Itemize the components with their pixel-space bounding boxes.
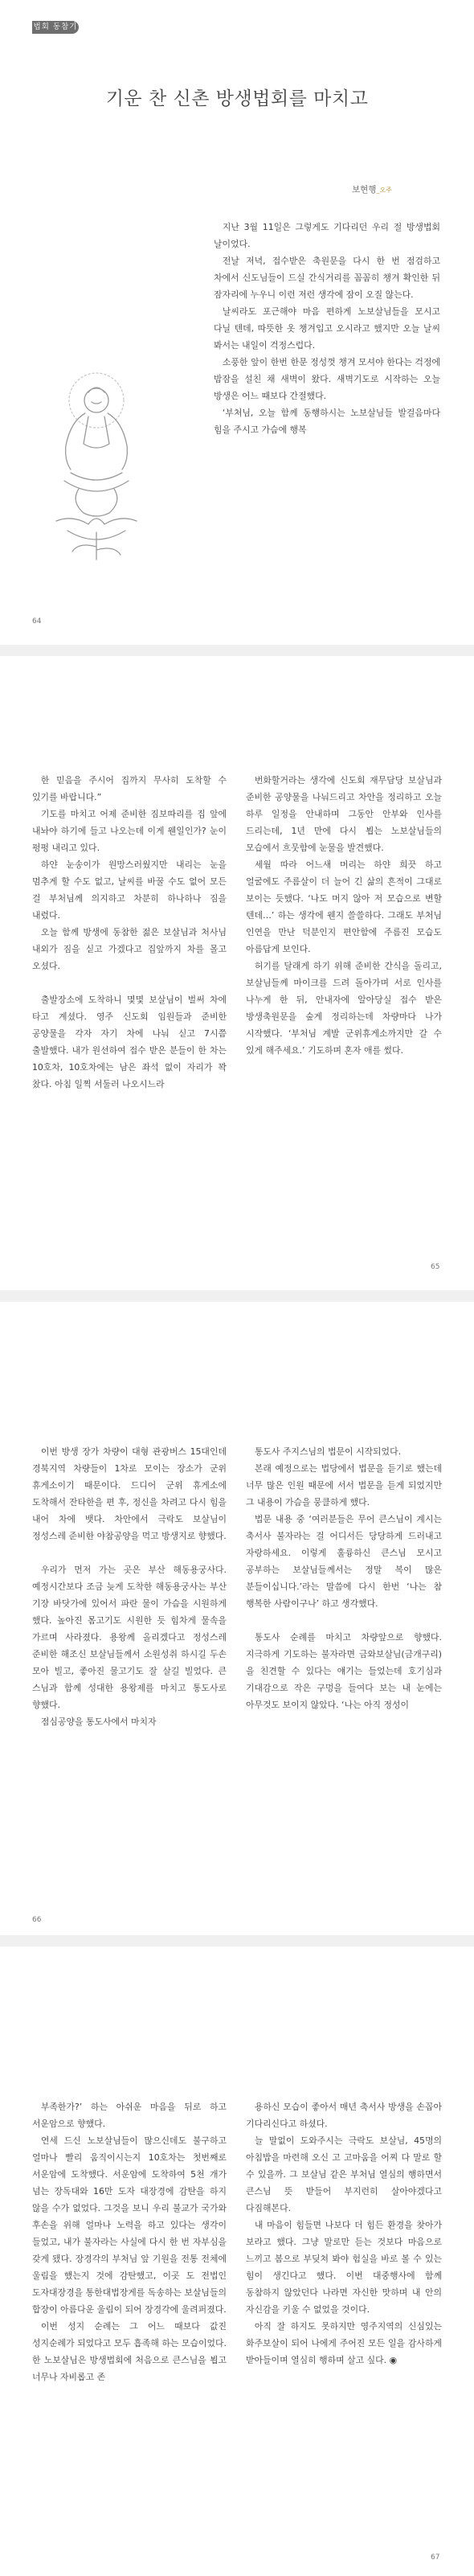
page-separator <box>0 1290 474 1302</box>
paragraph: 아직 잘 하지도 못하지만 영주지역의 신심있는 화주보살이 되어 나에게 주어진 모든 일을 감사하게 받아들이며 열심히 행하며 살고 싶다. ◉ <box>246 2321 442 2365</box>
buddha-lotus-illustration <box>32 360 161 563</box>
article-body-p65-right <box>246 772 442 1059</box>
page-number: 66 <box>32 1916 42 1924</box>
page-separator <box>0 645 474 656</box>
buddha-icon <box>32 360 161 563</box>
page-separator <box>0 1935 474 1946</box>
paragraph: 부족한가?’ 하는 아쉬운 마음을 뒤로 하고 서운암으로 향했다. <box>32 2102 227 2129</box>
article-body-p66-left <box>32 1443 227 1730</box>
article-body-p64 <box>214 219 440 438</box>
paragraph: 세월 따라 어느새 머리는 하얀 희끗 하고 얼굴에도 주름살이 더 늘어 긴 삶의 흔적이 그대로 보이는 듯했다. ‘나도 머지 않아 저 모습으로 변할 텐데…’ 하는 생각에 웬지 쓸쓸하다. 그래도 부처님 인연을 만난 덕분인지 편안함에 주름진 모습도 아름답게 보인다. <box>246 859 442 954</box>
paragraph: 법문 내용 중 ‘여러분들은 무어 큰스님이 계시는 축서사 불자라는 걸 어디서든 당당하게 드러내고 자랑하세요. 이렇게 훌륭하신 큰스님 모시고 공부하는 보살님들께서는 정말 복이 많은 분들이십니다.’라는 말씀에 다시 한번 ‘나는 참 행복한 사람이구나’ 하고 생각했다. <box>246 1514 442 1609</box>
paragraph: 늘 말없이 도와주시는 극락도 보살님, 45명의 아침밥을 마련해 오신 고 고마움을 어찌 다 말로 할 수 있을까. 그 보살님 같은 부처님 열심의 행하면서 큰스님 뜻 받들어 부지런히 살아야겠다고 다짐해본다. <box>246 2135 442 2213</box>
paragraph: 지난 3월 11일은 그렇게도 기다리던 우리 절 방생법회 날이었다. <box>214 222 440 249</box>
page-64 <box>0 0 474 645</box>
paragraph: 날씨라도 포근해야 마음 편하게 노보살님들을 모시고 다닐 텐데, 따뜻한 옷 챙겨입고 오시라고 했지만 오늘 날씨 봐서는 내일이 걱정스럽다. <box>214 306 440 351</box>
paragraph: 번화할거라는 생각에 신도회 재무담당 보살님과 준비한 공양물을 나눠드리고 차안을 정리하고 오늘 하루 일정을 안내하며 그동안 안부와 인사를 드리는데, 1년 만에 다시 뵙는 노보살님들의 모습에서 흐뭇함에 눈물을 발견했다. <box>246 775 442 853</box>
paragraph: 소풍한 앞이 한번 한문 정성껏 챙겨 모셔야 한다는 걱정에 밤잠을 설친 채 새벽이 왔다. 새벽기도로 시작하는 오늘 방생은 어느 때보다 간절했다. <box>214 357 440 401</box>
page-number: 64 <box>32 617 42 626</box>
paragraph: 용하신 모습이 좋아서 매년 축서사 방생을 손꼽아 기다리신다고 하셨다. <box>246 2102 442 2129</box>
paragraph: ‘부처님, 오늘 함께 동행하시는 노보살님들 발걸음마다 힘을 주시고 가슴에 행복 <box>214 408 440 435</box>
author-name: 보현행 <box>352 185 377 195</box>
article-body-p66-right <box>246 1443 442 1713</box>
paragraph: 기도를 마치고 어제 준비한 짐보따리를 집 앞에 내놔야 하기에 들고 나오는데 이게 웬일인가? 눈이 펑펑 내리고 있다. <box>32 809 227 853</box>
article-title: 기운 찬 신촌 방생법회를 마치고 <box>105 88 369 109</box>
page-number: 65 <box>431 1263 440 1271</box>
paragraph: 통도사 순례를 마치고 차량앞으로 향했다. 지극하게 기도하는 불자라면 금와보살님(금개구리)을 친견할 수 있다는 얘기는 들었는데 호기심과 기대감으로 작은 구멍을 들여다 보는 내 눈에는 아무것도 보이지 않았다. ‘나는 아직 정성이 <box>246 1632 442 1710</box>
paragraph-spacer <box>246 1612 442 1629</box>
paragraph-spacer <box>32 974 227 991</box>
author-suffix: _오주 <box>376 187 392 194</box>
article-body-p67-left <box>32 2098 227 2385</box>
paragraph: 허기를 달래게 하기 위해 준비한 간식을 돌리고, 보살님들께 마이크를 드려 돌아가며 서로 인사를 나누게 한 뒤, 안내자에 알아당실 접수 받은 방생축원문을 숲게 정리하는데 차량마다 나가 시작했다. ‘부처님 계발 군위휴게소까지만 갈 수 있게 해주세요.’ 기도하며 혼자 애를 썼다. <box>246 961 442 1056</box>
paragraph: 통도사 주지스님의 법문이 시작되었다. <box>254 1446 402 1457</box>
paragraph: 우리가 먼저 가는 곳은 부산 해동용궁사다. 예정시간보다 조금 늦게 도착한 해동용궁사는 부산 기장 바닷가에 있어서 파란 물이 가슴을 시원하게 했다. 높아진 몸고기도 시원한 듯 힘차게 물속을 가르며 사라졌다. 용왕께 올리겠다고 정성스레 준비한 해조신 보살님들께서 소원성취 하시길 두손 모아 빌고, 좋아진 물고기도 잘 살길 빌었다. 큰 스님과 함께 성대한 용왕제를 마치고 통도사로 향했다. <box>32 1565 227 1710</box>
paragraph: 이번 성지 순례는 그 어느 때보다 값진 성지순례가 되었다고 모두 흡족해 하는 모습이었다. 한 노보살님은 방생법회에 처음으로 큰스님을 뵙고 너무나 자비롭고 존 <box>32 2321 227 2382</box>
paragraph: 출발장소에 도착하니 몇몇 보살님이 벌써 차에 타고 계셨다. 영주 신도회 임원들과 준비한 공양물을 각자 자기 차에 나눠 싣고 7시쯤 출발했다. 내가 원선하여 접수 받은 분들이 한 차는 10호차, 10호차에는 남은 좌석 없이 자리가 꽉 찼다. 아침 일찍 서둘러 나오시느라 <box>32 995 227 1089</box>
paragraph: 전날 저녁, 접수받은 축원문을 다시 한 번 점검하고 차에서 신도님들이 드실 간식거리를 꼼꼼히 챙겨 확인한 뒤 잠자리에 누우니 이런 저런 생각에 잠이 오질 않는다. <box>214 256 440 300</box>
paragraph: 내 마음이 힘들면 나보다 더 힘든 환경을 찾아가 보라고 했다. 그냥 말로만 듣는 것보다 마음으로 느끼고 봄으로 부딪쳐 봐야 험실을 바로 볼 수 있는 힘이 생긴다고 했다. 이번 대중행사에 함께 동참하지 않았던다 나라면 자신한 맛하며 내 안의 자신감을 키울 수 없었을 것이다. <box>246 2220 442 2315</box>
section-tag: 법회 동참기 <box>32 21 79 34</box>
paragraph-spacer <box>32 1544 227 1561</box>
paragraph: 오늘 함께 방생에 동참한 젊은 보살님과 처사님 내외가 짐을 싣고 가겠다고 집앞까지 차를 몰고 오셨다. <box>32 927 227 971</box>
page-number: 67 <box>431 2553 440 2562</box>
paragraph: 이번 방생 장가 차량이 대형 관광버스 15대인데 경북지역 차량들이 1차로 모이는 장소가 군위 휴게소이기 때문이다. 드디어 군위 휴게소에 도착해서 잔타한을 편 후, 정신을 차려고 다시 힘을 내어 차에 뱃다. 차안에서 극락도 보살님이 정성스레 준비한 야참공양을 먹고 방생지로 향했다. <box>32 1446 227 1541</box>
paragraph: 연세 드신 노보살님들이 많으신데도 불구하고 얼마나 빨리 움직이시는지 10호차는 첫번째로 서운암에 도착했다. 서운암에 도착하여 5천 개가 넘는 장독대와 16만 도자 대장경에 감탄을 하지 않을 수가 없었다. 그것을 보니 우리 불교가 국가와 후손을 위해 얼마나 노력을 하고 있다는 생각이 들었고, 내가 불자라는 사실에 다시 한 번 자부심을 갖게 됐다. 장경각의 부처님 앞 기원을 전통 전체에 울림을 했는지 것에 감탄했고, 이곳 도 전법인 도자대장경을 통한대법장게를 독송하는 보살님들의 합장이 아름다운 울림이 되어 장경각에 울려퍼졌다. <box>32 2135 227 2315</box>
paragraph: 하얀 눈송이가 원망스러웠지만 내리는 눈을 멈추게 할 수도 없고, 날씨를 바꿀 수도 없어 모든 걸 부처님께 의지하고 차분히 하나하나 짐을 내렸다. <box>32 859 227 921</box>
author-byline <box>352 183 392 195</box>
article-body-p67-right <box>246 2098 442 2369</box>
paragraph: 점심공양을 통도사에서 마치자 <box>40 1717 157 1727</box>
paragraph: 한 믿음을 주시어 집까지 무사히 도착할 수 있기를 바랍니다.” <box>32 775 227 802</box>
article-body-p65-left <box>32 772 227 1093</box>
paragraph: 본래 예정으로는 법당에서 법문을 듣기로 했는데 너무 많은 인원 때문에 서서 법문을 듣게 되었지만 그 내용이 가슴을 뭉클하게 했다. <box>246 1463 442 1507</box>
